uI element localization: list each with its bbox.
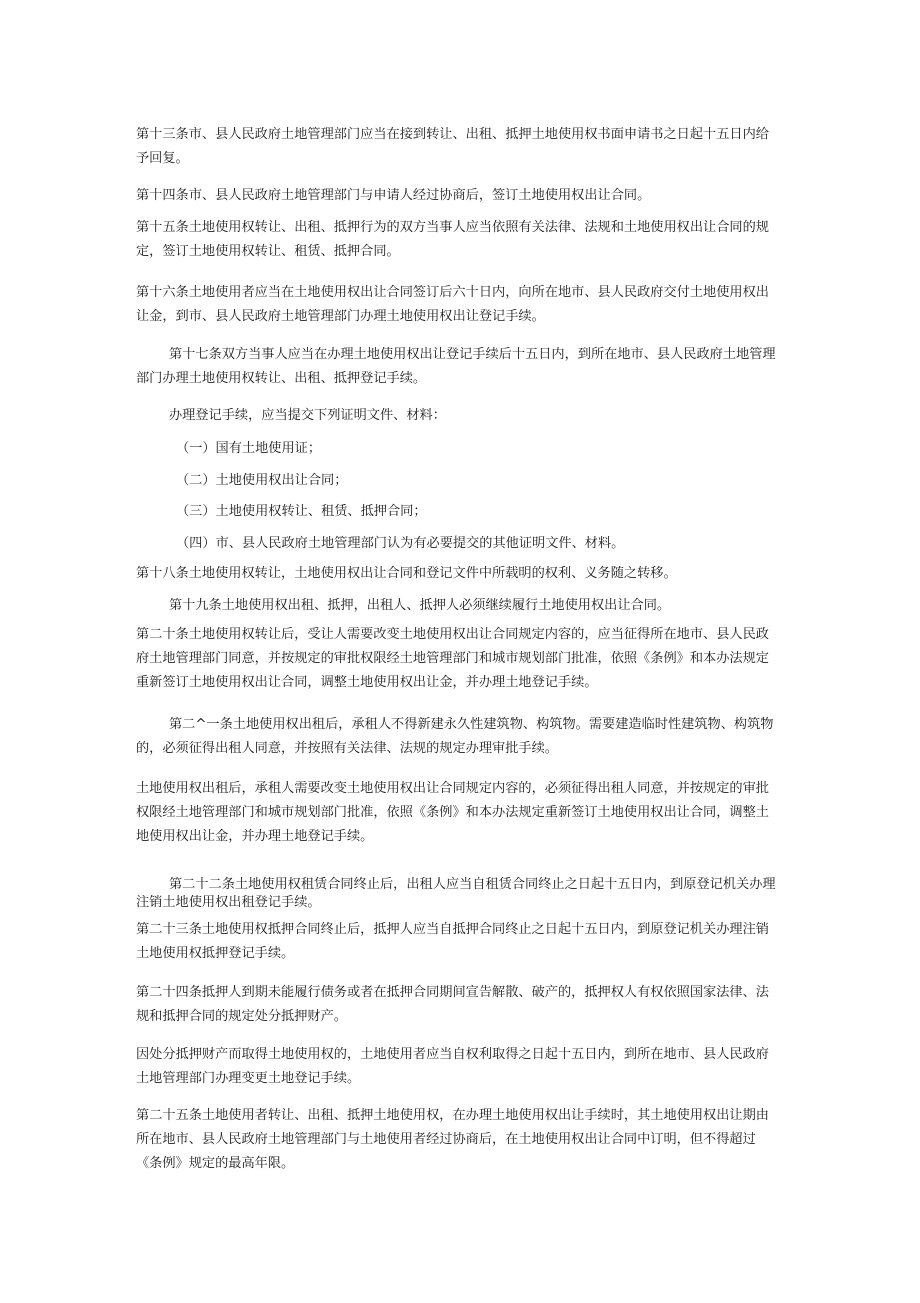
article-16: 第十六条土地使用者应当在土地使用权出让合同签订后六十日内，向所在地市、县人民政府交付土地使用权出让金，到市、县人民政府土地管理部门办理土地使用权出让登记手续。 (136, 285, 769, 324)
article-19: 第十九条土地使用权出租、抵押，出租人、抵押人必须继续履行土地使用权出让合同。 (169, 598, 671, 613)
article-21: 第二^一条土地使用权出租后，承租人不得新建永久性建筑物、构筑物。需要建造临时性建筑物、构筑物的，必须征得出租人同意，并按照有关法律、法规的规定办理审批手续。 (136, 717, 774, 756)
article-23: 第二十三条土地使用权抵押合同终止后，抵押人应当自抵押合同终止之日起十五日内，到原登记机关办理注销土地使用权抵押登记手续。 (136, 922, 769, 961)
article-17: 第十七条双方当事人应当在办理土地使用权出让登记手续后十五日内，到所在地市、县人民政府土地管理部门办理土地使用权转让、出租、抵押登记手续。 (136, 347, 776, 386)
article-22: 第二十二条土地使用权租赁合同终止后，出租人应当自租赁合同终止之日起十五日内，到原登记机关办理注销土地使用权出租登记手续。 (136, 877, 776, 910)
article-20: 第二十条土地使用权转让后，受让人需要改变土地使用权出让合同规定内容的，应当征得所在地市、县人民政府土地管理部门同意，并按规定的审批权限经土地管理部门和城市规划部门批准，依照《条例》和本办法规定重新签订土地使用权出让合同，调整土地使用权出让金，并办理土地登记手续。 (136, 627, 769, 690)
article-25: 第二十五条土地使用者转让、出租、抵押土地使用权，在办理土地使用权出让手续时，其土地使用权出让期由所在地市、县人民政府土地管理部门与土地使用者经过协商后，在土地使用权出让合同中订明，但不得超过《条例》规定的最高年限。 (136, 1108, 769, 1171)
article-18: 第十八条土地使用权转让，土地使用权出让合同和登记文件中所载明的权利、义务随之转移。 (136, 566, 677, 581)
document-item-2: （二）土地使用权出让合同； (176, 473, 348, 488)
document-item-1: （一）国有土地使用证； (176, 441, 322, 456)
document-item-4: （四）市、县人民政府土地管理部门认为有必要提交的其他证明文件、材料。 (176, 536, 625, 551)
article-21-lease-change: 土地使用权出租后，承租人需要改变土地使用权出让合同规定内容的，必须征得出租人同意，并按规定的审批权限经土地管理部门和城市规划部门批准，依照《条例》和本办法规定重新签订土地使用权出让合同，调整土地使用权出让金，并办理土地登记手续。 (136, 781, 769, 844)
registration-documents-intro: 办理登记手续，应当提交下列证明文件、材料： (169, 408, 446, 423)
article-15: 第十五条土地使用权转让、出租、抵押行为的双方当事人应当依照有关法律、法规和土地使用权出让合同的规定，签订土地使用权转让、租赁、抵押合同。 (136, 220, 769, 259)
article-14: 第十四条市、县人民政府土地管理部门与申请人经过协商后，签订土地使用权出让合同。 (136, 188, 651, 203)
article-24: 第二十四条抵押人到期未能履行债务或者在抵押合同期间宣告解散、破产的，抵押权人有权依照国家法律、法规和抵押合同的规定处分抵押财产。 (136, 985, 769, 1024)
document-item-3: （三）土地使用权转让、租赁、抵押合同； (176, 504, 427, 519)
article-13: 第十三条市、县人民政府土地管理部门应当在接到转让、出租、抵押土地使用权书面申请书之日起十五日内给予回复。 (136, 127, 769, 166)
article-24-transfer-registration: 因处分抵押财产而取得土地使用权的，土地使用者应当自权利取得之日起十五日内，到所在地市、县人民政府土地管理部门办理变更土地登记手续。 (136, 1047, 769, 1086)
